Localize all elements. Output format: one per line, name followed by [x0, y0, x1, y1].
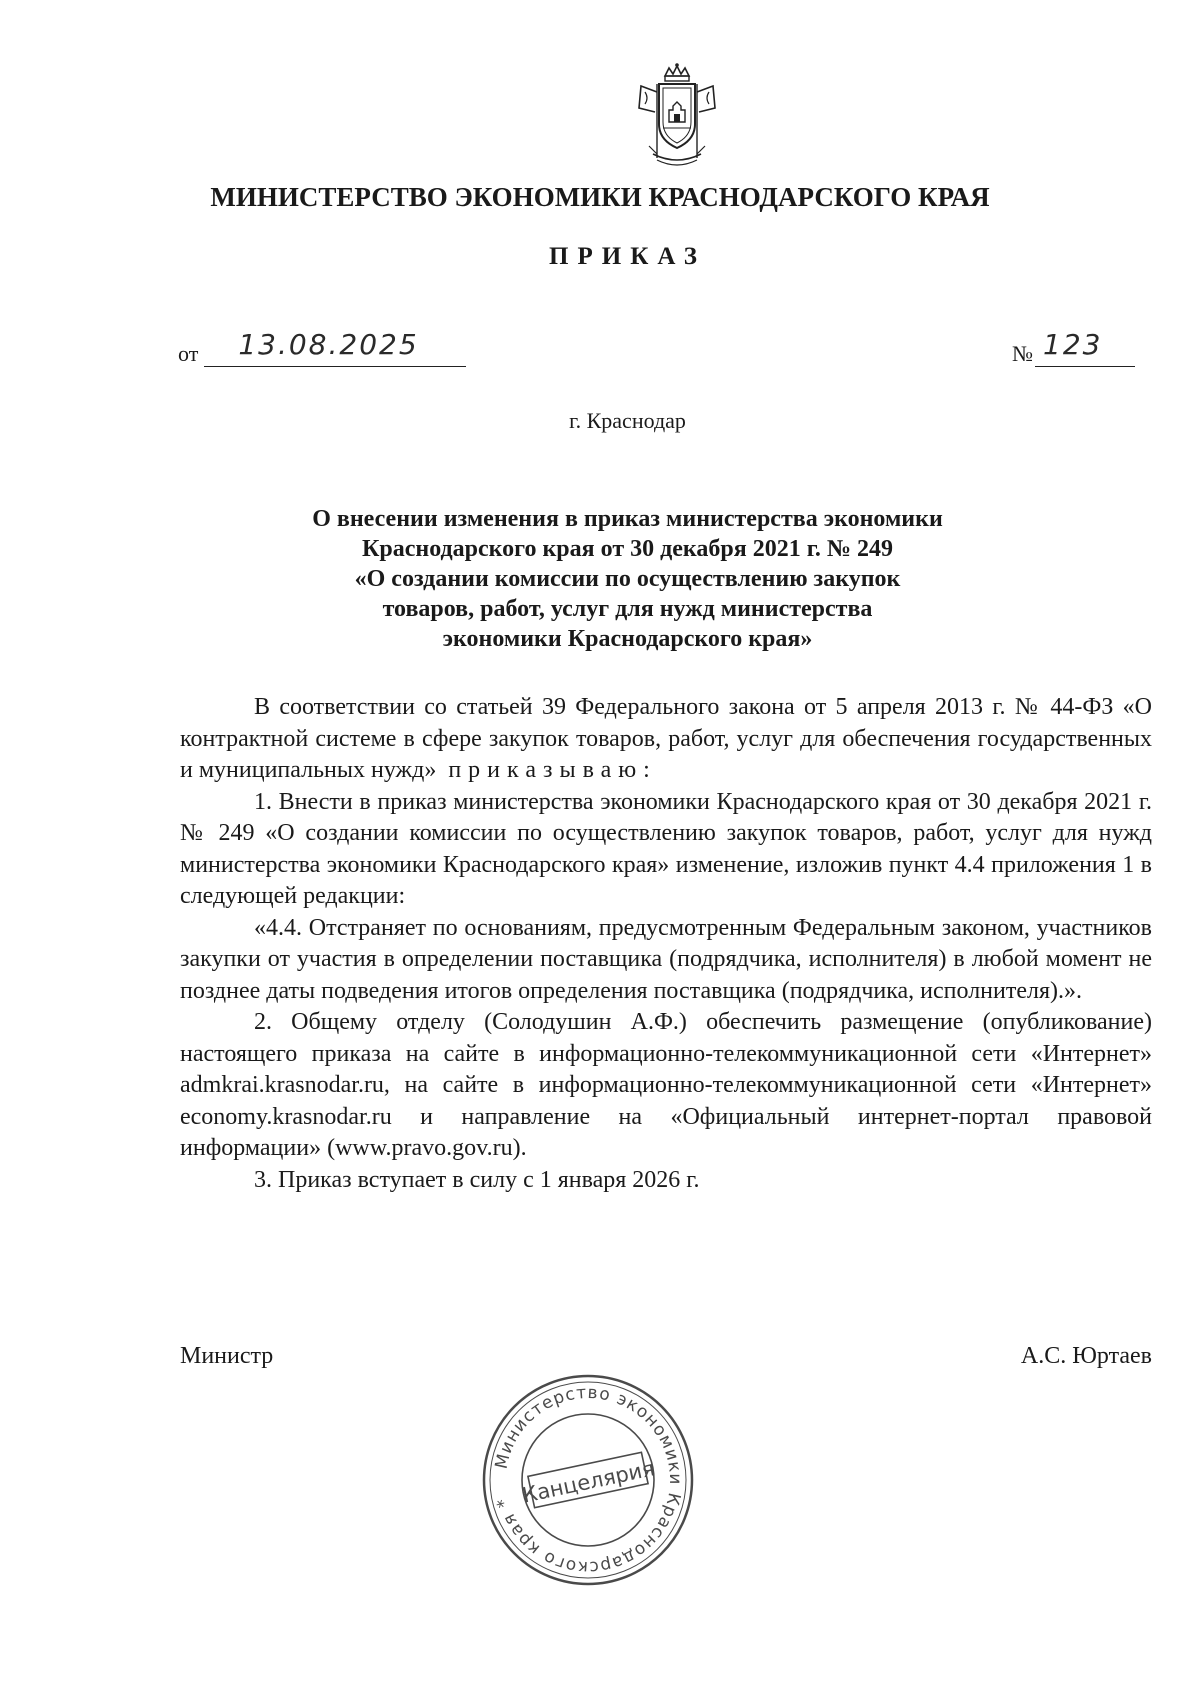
- item-1-quote-paragraph: «4.4. Отстраняет по основаниям, предусмотренным Федеральным законом, участников закупки от участия в определении поставщика (подрядчика, исполнителя) в любой момент не позднее даты подведения итогов определения поставщика (подрядчика, исполнителя).».: [180, 914, 1152, 1004]
- office-stamp-icon: [478, 1370, 698, 1590]
- krasnodar-coat-of-arms-icon: [627, 62, 727, 172]
- order-word: приказываю:: [448, 757, 657, 783]
- subject-line: товаров, работ, услуг для нужд министерства: [382, 596, 873, 622]
- ministry-name: МИНИСТЕРСТВО ЭКОНОМИКИ КРАСНОДАРСКОГО КРАЯ: [210, 182, 990, 212]
- number-value: 123: [1043, 328, 1103, 361]
- document-body: [180, 692, 1152, 1196]
- number-prefix: №: [1012, 341, 1033, 366]
- document-subject: [0, 504, 1200, 654]
- item-3-paragraph: 3. Приказ вступает в силу с 1 января 2026 г.: [254, 1166, 700, 1193]
- stamp-center-text: Канцелярия: [520, 1456, 657, 1508]
- subject-line: О внесении изменения в приказ министерства экономики: [312, 506, 943, 532]
- city: г. Краснодар: [569, 408, 686, 433]
- subject-line: Краснодарского края от 30 декабря 2021 г. № 249: [361, 536, 894, 562]
- number-field: [1035, 328, 1135, 367]
- subject-line: экономики Краснодарского края»: [442, 626, 813, 652]
- item-2-paragraph: 2. Общему отделу (Солодушин А.Ф.) обеспечить размещение (опубликование) настоящего приказа на сайте в информационно-телекоммуникационной сети «Интернет» admkrai.krasnodar.ru, на сайте в информационно-телекоммуникационной сети «Интернет» economy.krasnodar.ru и направление на «Официальный интернет-портал правовой информации» (www.pravo.gov.ru).: [180, 1009, 1152, 1161]
- document-type-title: ПРИКАЗ: [549, 243, 706, 270]
- signature-block: [180, 1343, 1152, 1370]
- stamp-ring-text: Министерство экономики Краснодарского края *: [491, 1382, 686, 1578]
- subject-line: «О создании комиссии по осуществлению закупок: [354, 566, 901, 592]
- preamble-text: В соответствии со статьей 39 Федерального закона от 5 апреля 2013 г. № 44-ФЗ «О контрактной системе в сфере закупок товаров, работ, услуг для обеспечения государственных и муниципальных нужд»: [180, 694, 1152, 783]
- preamble-paragraph: [180, 692, 1152, 787]
- item-1-paragraph: 1. Внести в приказ министерства экономики Краснодарского края от 30 декабря 2021 г. № 249 «О создании комиссии по осуществлению закупок товаров, работ, услуг для нужд министерства экономики Краснодарского края» изменение, изложив пункт 4.4 приложения 1 в следующей редакции:: [180, 788, 1152, 909]
- signatory-position: Министр: [180, 1343, 274, 1369]
- document-number: [1012, 328, 1135, 367]
- signatory-name: А.С. Юртаев: [1020, 1343, 1152, 1369]
- document-date: [178, 328, 466, 367]
- date-prefix: от: [178, 341, 199, 366]
- date-field: [204, 328, 466, 367]
- date-value: 13.08.2025: [238, 328, 419, 361]
